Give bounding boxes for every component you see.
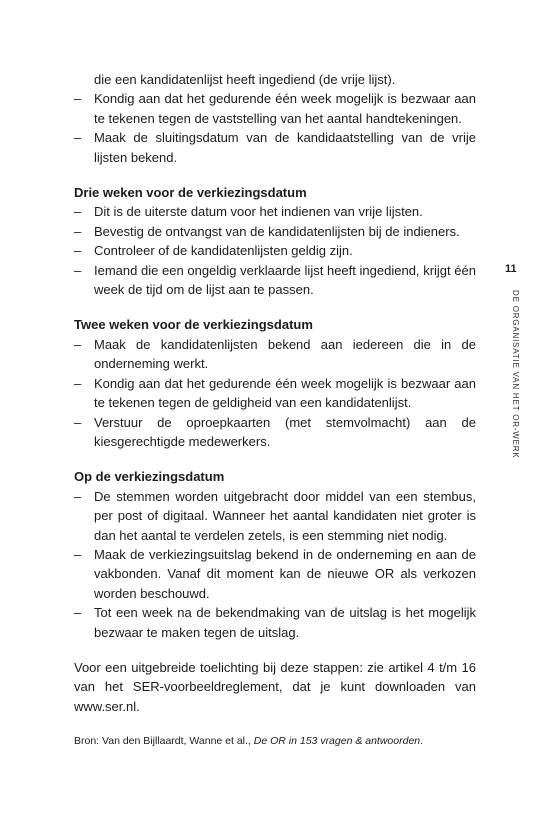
dash-marker: – (74, 605, 82, 621)
list-item-text: Maak de verkiezingsuitslag bekend in de onderneming en aan de vakbonden. Vanaf dit moment kan de nieuwe OR als verkozen worden beschouwd. (94, 546, 476, 601)
section-list (74, 202, 476, 299)
running-head: DE ORGANISATIE VAN HET OR-WERK (511, 290, 520, 459)
source-prefix: Bron: Van den Bijllaardt, Wanne et al., (74, 735, 254, 748)
dash-marker: – (74, 336, 82, 352)
dash-marker: – (74, 262, 82, 278)
list-item (74, 241, 476, 260)
intro-continuation: die een kandidatenlijst heeft ingediend (de vrije lijst). (94, 72, 396, 87)
list-item (74, 202, 476, 221)
list-item-text: Kondig aan dat het gedurende één week mogelijk is bezwaar aan te tekenen tegen de geldigheid van een kandidatenlijst. (94, 375, 476, 411)
list-item-text: Bevestig de ontvangst van de kandidatenlijsten bij de indieners. (94, 223, 460, 239)
dash-marker: – (74, 546, 82, 562)
list-item (74, 128, 476, 167)
list-item-text: Controleer of de kandidatenlijsten geldig zijn. (94, 243, 353, 259)
dash-marker: – (74, 204, 82, 220)
list-item-text: Maak de sluitingsdatum van de kandidaatstelling van de vrije lijsten bekend. (94, 130, 476, 165)
dash-marker: – (74, 130, 82, 146)
section-heading: Drie weken voor de verkiezingsdatum (74, 185, 307, 201)
list-item (74, 335, 476, 374)
page-body (74, 70, 476, 748)
section-list (74, 487, 476, 642)
list-item (74, 413, 476, 452)
dash-marker: – (74, 414, 82, 430)
source-citation (74, 734, 476, 748)
section-twee-weken (74, 315, 476, 451)
list-item (74, 545, 476, 603)
section-drie-weken (74, 183, 476, 299)
section-heading: Twee weken voor de verkiezingsdatum (74, 317, 313, 333)
list-item (74, 487, 476, 545)
intro-list (74, 89, 476, 167)
source-title: De OR in 153 vragen & antwoorden (253, 735, 421, 748)
list-item-text: Iemand die een ongeldig verklaarde lijst heeft ingediend, krijgt één week de tijd om de lijst aan te passen. (94, 262, 476, 298)
section-list (74, 335, 476, 451)
dash-marker: – (74, 223, 82, 239)
dash-marker: – (74, 488, 82, 504)
list-item (74, 261, 476, 300)
dash-marker: – (74, 375, 82, 391)
dash-marker: – (74, 91, 82, 107)
list-item-text: Maak de kandidatenlijsten bekend aan iedereen die in de onderneming werkt. (94, 336, 476, 372)
list-item-text: Dit is de uiterste datum voor het indienen van vrije lijsten. (94, 204, 423, 220)
list-item-text: De stemmen worden uitgebracht door middel van een stembus, per post of digitaal. Wanneer het aantal kandidaten niet groter is dan het aantal te verdelen zetels, is een stemming niet nodig. (94, 488, 476, 543)
list-item (74, 89, 476, 128)
list-item (74, 603, 476, 642)
list-item (74, 374, 476, 413)
page-number: 11 (505, 263, 517, 275)
list-item-text: Tot een week na de bekendmaking van de uitslag is het mogelijk bezwaar te maken tegen de uitslag. (94, 605, 476, 640)
closing-paragraph: Voor een uitgebreide toelichting bij deze stappen: zie artikel 4 t/m 16 van het SER-voorbeeldreglement, dat je kunt downloaden van www.ser.nl. (74, 659, 476, 714)
list-item-text: Kondig aan dat het gedurende één week mogelijk is bezwaar aan te tekenen tegen de vaststelling van het aantal handtekeningen. (94, 91, 476, 126)
list-item (74, 222, 476, 241)
list-item-text: Verstuur de oproepkaarten (met stemvolmacht) aan de kiesgerechtigde medewerkers. (94, 414, 476, 449)
section-op-de-datum (74, 467, 476, 642)
dash-marker: – (74, 243, 82, 259)
source-suffix: . (420, 735, 424, 748)
section-heading: Op de verkiezingsdatum (74, 469, 225, 485)
